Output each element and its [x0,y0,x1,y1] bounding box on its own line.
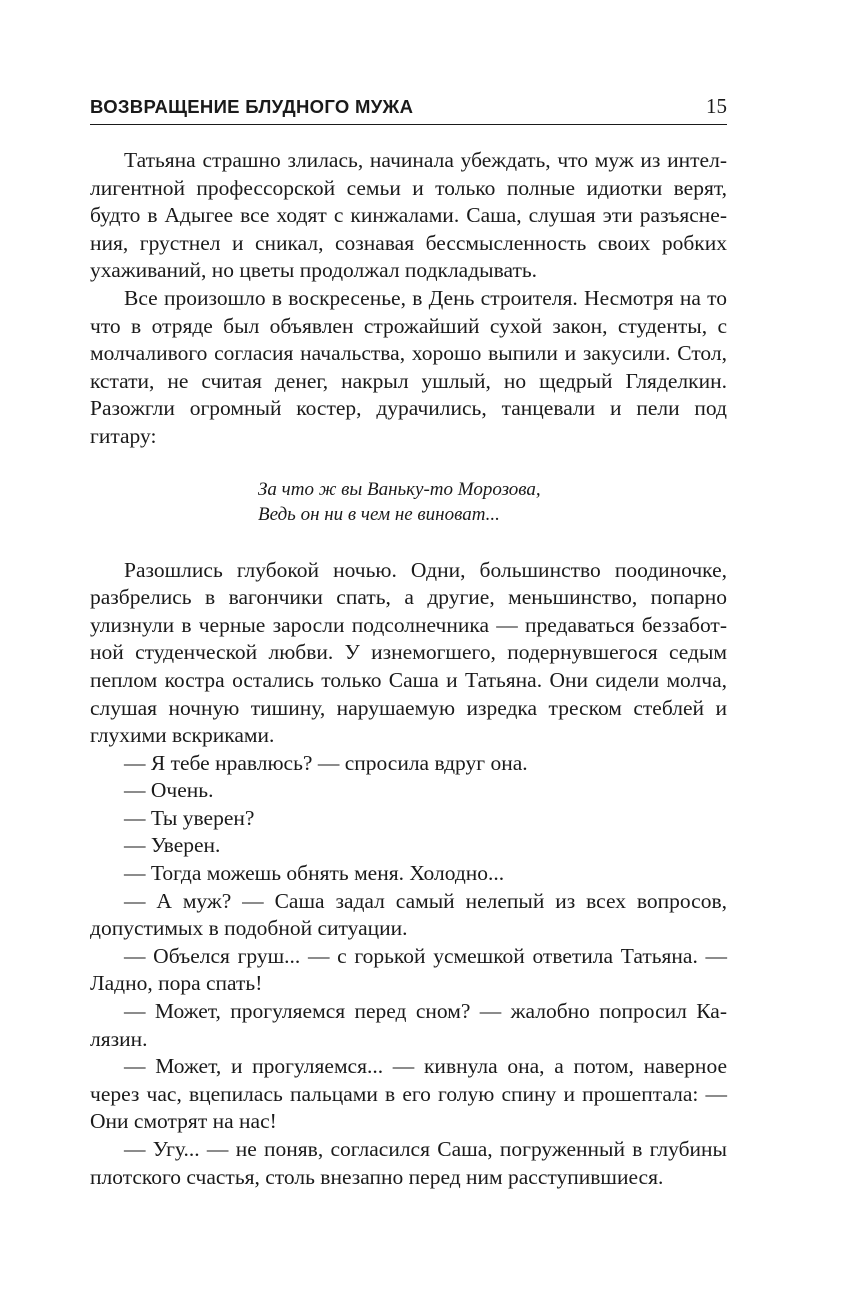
running-title: ВОЗВРАЩЕНИЕ БЛУДНОГО МУЖА [90,96,414,117]
dialogue-line: — Очень. [124,778,214,803]
paragraph: Разошлись глубокой ночью. Одни, большинство поодиночке, разбрелись в вагончики спать, а другие, меньшинство, попарно улизнули в черные заросли подсолнечника — предаваться беззаботной студенческой любви. У изнемогшего, подернувшегося седым пеплом костра остались только Саша и Татьяна. Они сидели молча, слушая ночную тишину, нарушаемую изредка треском стеблей и глухими вскриками. [90,557,727,748]
dialogue-line: — Может, прогуляемся перед сном? — жалобно попросил Калязин. [90,999,727,1051]
body-text [90,147,727,1191]
verse-line: За что ж вы Ваньку-то Морозова, [258,478,541,500]
dialogue-line: — Угу... — не поняв, согласился Саша, погруженный в глубины плотского счастья, столь внезапно перед ним расступившиеся. [90,1137,727,1189]
dialogue-line: — Объелся груш... — с горькой усмешкой ответила Татьяна. — Ладно, пора спать! [90,943,727,996]
verse-quote [258,477,727,527]
dialogue-line: — Ты уверен? [124,805,255,830]
book-page [90,94,727,1191]
dialogue-line: — Может, и прогуляемся... — кивнула она, а потом, наверное через час, вцепилась пальцами в его голую спину и прошептала: — Они смотрят на нас! [90,1054,727,1134]
page-number: 15 [706,94,727,118]
dialogue-line: — Уверен. [124,833,221,858]
paragraph: Все произошло в воскресенье, в День строителя. Несмотря на то что в отряде был объявлен строжайший сухой закон, студенты, с молчаливого согласия начальства, хорошо выпили и закусили. Стол, кстати, не считая денег, накрыл ушлый, но щедрый Гляделкин. Разожгли огромный костер, дурачились, танцевали и пели под гитару: [90,285,727,448]
dialogue-line: — А муж? — Саша задал самый нелепый из всех вопросов, допустимых в подобной ситуации. [90,888,727,941]
dialogue-line: — Тогда можешь обнять меня. Холодно... [124,861,505,886]
verse-line: Ведь он ни в чем не виноват... [258,503,500,525]
dialogue-line: — Я тебе нравлюсь? — спросила вдруг она. [124,750,528,775]
paragraph: Татьяна страшно злилась, начинала убеждать, что муж из интеллигентной профессорской семьи и только полные идиотки верят, будто в Адыгее все ходят с кинжалами. Саша, слушая эти разъяснения, грустнел и сникал, сознавая бессмысленность своих робких ухаживаний, но цветы продолжал подкладывать. [90,148,727,283]
running-header [90,94,727,125]
